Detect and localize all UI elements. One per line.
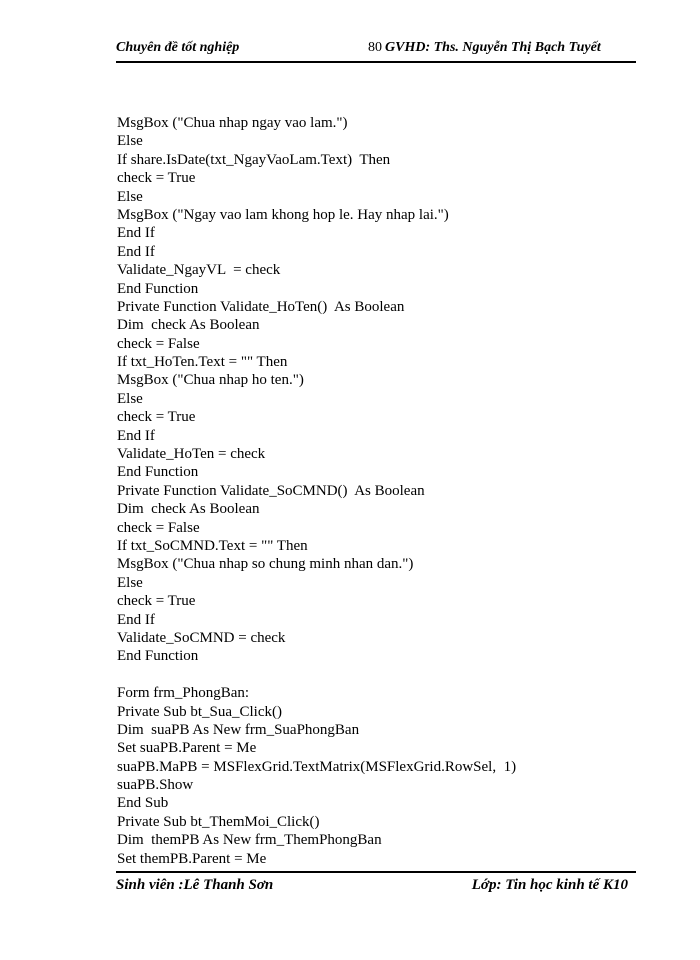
header-title: Chuyên đề tốt nghiệp	[116, 40, 240, 55]
code-line: End If	[117, 427, 155, 444]
code-line: End Function	[117, 280, 199, 297]
code-line: Dim check As Boolean	[117, 317, 260, 334]
code-line: check = False	[117, 519, 200, 536]
code-line: Dim themPB As New frm_ThemPhongBan	[117, 832, 382, 849]
code-line: Dim check As Boolean	[117, 501, 260, 518]
code-line: If txt_HoTen.Text = "" Then	[117, 354, 288, 371]
code-line: MsgBox ("Chua nhap ngay vao lam.")	[117, 115, 348, 131]
code-line: Form frm_PhongBan:	[117, 685, 250, 702]
code-line: Private Function Validate_SoCMND() As Boolean	[117, 482, 425, 499]
code-line: Dim suaPB As New frm_SuaPhongBan	[117, 721, 360, 738]
code-line: MsgBox ("Ngay vao lam khong hop le. Hay nhap lai.")	[117, 206, 449, 223]
code-line: Set suaPB.Parent = Me	[117, 740, 257, 757]
code-line: check = True	[117, 593, 196, 610]
code-line: Else	[117, 133, 143, 150]
code-line: Private Sub bt_Sua_Click()	[117, 703, 282, 720]
code-line: check = True	[117, 170, 196, 187]
code-line: End Sub	[117, 795, 169, 812]
code-line: Else	[117, 390, 143, 407]
code-line: suaPB.Show	[117, 777, 194, 794]
code-line: End Function	[117, 648, 199, 665]
code-line: If share.IsDate(txt_NgayVaoLam.Text) Then	[117, 151, 391, 168]
page-footer	[116, 877, 636, 897]
footer-student: Sinh viên :Lê Thanh Sơn	[116, 877, 274, 893]
footer-class: Lớp: Tin học kinh tế K10	[471, 877, 628, 893]
code-line: check = True	[117, 409, 196, 426]
code-line: MsgBox ("Chua nhap so chung minh nhan dan.")	[117, 556, 414, 573]
code-line: End Function	[117, 464, 199, 481]
code-line	[117, 666, 617, 684]
code-line: Validate_HoTen = check	[117, 446, 266, 463]
code-line: Else	[117, 574, 143, 591]
code-line: End If	[117, 243, 155, 260]
page-number: 80	[368, 40, 382, 55]
header-rule	[116, 61, 636, 63]
code-line: Private Sub bt_ThemMoi_Click()	[117, 813, 320, 830]
code-line: Set themPB.Parent = Me	[117, 850, 267, 867]
footer-rule	[116, 871, 636, 873]
header-right	[368, 40, 601, 56]
code-line: Validate_SoCMND = check	[117, 629, 286, 646]
code-listing	[117, 114, 617, 868]
code-line: If txt_SoCMND.Text = "" Then	[117, 537, 308, 554]
code-line: Validate_NgayVL = check	[117, 262, 281, 279]
code-line: Private Function Validate_HoTen() As Boolean	[117, 298, 405, 315]
code-line: Else	[117, 188, 143, 205]
header-supervisor: GVHD: Ths. Nguyễn Thị Bạch Tuyết	[385, 40, 601, 55]
code-line: check = False	[117, 335, 200, 352]
page-header	[116, 40, 636, 60]
code-line: End If	[117, 611, 155, 628]
code-line: End If	[117, 225, 155, 242]
code-line: suaPB.MaPB = MSFlexGrid.TextMatrix(MSFlexGrid.RowSel, 1)	[117, 758, 517, 775]
code-line: MsgBox ("Chua nhap ho ten.")	[117, 372, 304, 389]
